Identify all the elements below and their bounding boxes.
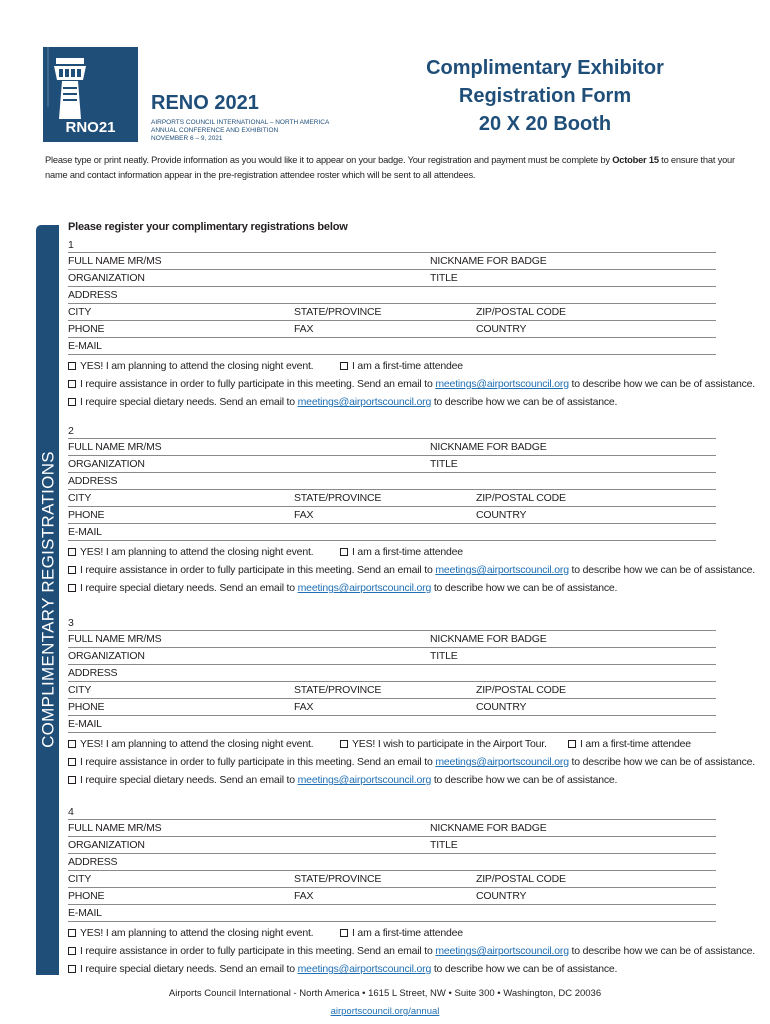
field-zip[interactable]: ZIP/POSTAL CODE	[476, 873, 566, 885]
checkbox[interactable]	[68, 740, 76, 748]
email-link[interactable]: meetings@airportscouncil.org	[297, 774, 432, 786]
checkbox[interactable]	[568, 740, 576, 748]
first-time-label: I am a first-time attendee	[352, 927, 463, 939]
field-title[interactable]: TITLE	[430, 650, 458, 662]
checkbox[interactable]	[340, 740, 348, 748]
field-line	[68, 681, 716, 682]
assistance-suffix: to describe how we can be of assistance.	[568, 378, 756, 390]
field-email[interactable]: E-MAIL	[68, 340, 102, 352]
assistance-label: I require assistance in order to fully participate in this meeting. Send an email to	[80, 564, 436, 576]
dietary-suffix: to describe how we can be of assistance.	[431, 582, 618, 594]
intro-part-2: to ensure that your name and contact information appear in the pre-registration attendee roster which will be sent to all attendees.	[45, 155, 735, 180]
title-line-1: Complimentary Exhibitor	[426, 57, 664, 79]
field-line	[68, 664, 716, 665]
email-link[interactable]: meetings@airportscouncil.org	[297, 396, 432, 408]
closing-event-option[interactable]	[68, 927, 313, 939]
field-zip[interactable]: ZIP/POSTAL CODE	[476, 492, 566, 504]
assistance-option[interactable]	[68, 378, 755, 390]
field-line	[68, 523, 716, 524]
field-fax[interactable]: FAX	[294, 509, 314, 521]
intro-deadline: October 15	[612, 155, 659, 165]
registration-number: 4	[68, 806, 74, 818]
field-title[interactable]: TITLE	[430, 458, 458, 470]
closing-event-option[interactable]	[68, 738, 313, 750]
field-line	[68, 455, 716, 456]
field-line	[68, 489, 716, 490]
first-time-option[interactable]	[340, 927, 463, 939]
email-link[interactable]: meetings@airportscouncil.org	[297, 963, 432, 975]
logo-code: RNO21	[65, 119, 116, 136]
field-line	[68, 320, 716, 321]
assistance-option[interactable]	[68, 945, 755, 957]
closing-event-option[interactable]	[68, 546, 313, 558]
dietary-option[interactable]	[68, 396, 617, 408]
footer-link[interactable]: airportscouncil.org/annual	[330, 1006, 440, 1017]
field-state[interactable]: STATE/PROVINCE	[294, 873, 382, 885]
dietary-suffix: to describe how we can be of assistance.	[431, 774, 618, 786]
field-line	[68, 438, 716, 439]
field-full-name[interactable]: FULL NAME MR/MS	[68, 633, 162, 645]
field-line	[68, 540, 716, 541]
field-line	[68, 472, 716, 473]
field-zip[interactable]: ZIP/POSTAL CODE	[476, 306, 566, 318]
email-link[interactable]: meetings@airportscouncil.org	[435, 564, 569, 576]
dietary-label: I require special dietary needs. Send an email to	[80, 774, 298, 786]
field-phone[interactable]: PHONE	[68, 890, 105, 902]
title-line-3: 20 X 20 Booth	[478, 113, 612, 135]
checkbox[interactable]	[68, 947, 76, 955]
email-link[interactable]: meetings@airportscouncil.org	[297, 582, 432, 594]
field-state[interactable]: STATE/PROVINCE	[294, 684, 382, 696]
field-address[interactable]: ADDRESS	[68, 856, 118, 868]
field-address[interactable]: ADDRESS	[68, 289, 118, 301]
field-fax[interactable]: FAX	[294, 323, 314, 335]
side-banner-text: COMPLIMENTARY REGISTRATIONS	[38, 451, 58, 748]
dietary-option[interactable]	[68, 774, 617, 786]
checkbox[interactable]	[68, 965, 76, 973]
dietary-option[interactable]	[68, 963, 617, 975]
checkbox[interactable]	[68, 929, 76, 937]
field-city[interactable]: CITY	[68, 306, 92, 318]
field-title[interactable]: TITLE	[430, 272, 458, 284]
airport-tour-label: YES! I wish to participate in the Airport Tour.	[352, 738, 547, 750]
assistance-label: I require assistance in order to fully participate in this meeting. Send an email to	[80, 756, 436, 768]
dietary-suffix: to describe how we can be of assistance.	[431, 963, 618, 975]
checkbox[interactable]	[68, 548, 76, 556]
first-time-option[interactable]	[340, 546, 463, 558]
org-line-2: ANNUAL CONFERENCE AND EXHIBITION	[151, 127, 279, 134]
dietary-label: I require special dietary needs. Send an email to	[80, 582, 298, 594]
section-heading: Please register your complimentary registrations below	[68, 221, 348, 233]
field-line	[68, 337, 716, 338]
first-time-option[interactable]	[568, 738, 691, 750]
closing-event-label: YES! I am planning to attend the closing night event.	[80, 927, 314, 939]
closing-event-label: YES! I am planning to attend the closing night event.	[80, 738, 314, 750]
field-city[interactable]: CITY	[68, 492, 92, 504]
field-line	[68, 303, 716, 304]
checkbox[interactable]	[68, 584, 76, 592]
registration-number: 1	[68, 239, 74, 251]
field-line	[68, 269, 716, 270]
assistance-option[interactable]	[68, 756, 755, 768]
checkbox[interactable]	[68, 566, 76, 574]
field-line	[68, 819, 716, 820]
dietary-option[interactable]	[68, 582, 617, 594]
checkbox[interactable]	[340, 548, 348, 556]
assistance-label: I require assistance in order to fully participate in this meeting. Send an email to	[80, 945, 436, 957]
field-line	[68, 836, 716, 837]
field-email[interactable]: E-MAIL	[68, 718, 102, 730]
field-line	[68, 354, 716, 355]
field-email[interactable]: E-MAIL	[68, 526, 102, 538]
field-address[interactable]: ADDRESS	[68, 475, 118, 487]
org-line-1: AIRPORTS COUNCIL INTERNATIONAL – NORTH AMERICA	[151, 119, 330, 126]
field-organization[interactable]: ORGANIZATION	[68, 650, 145, 662]
first-time-label: I am a first-time attendee	[580, 738, 691, 750]
field-nickname[interactable]: NICKNAME FOR BADGE	[430, 822, 547, 834]
first-time-option[interactable]	[340, 360, 463, 372]
checkbox[interactable]	[68, 776, 76, 784]
event-name: RENO 2021	[151, 92, 259, 114]
assistance-label: I require assistance in order to fully participate in this meeting. Send an email to	[80, 378, 436, 390]
intro-text	[45, 153, 735, 183]
field-line	[68, 870, 716, 871]
email-link[interactable]: meetings@airportscouncil.org	[435, 756, 569, 768]
field-nickname[interactable]: NICKNAME FOR BADGE	[430, 255, 547, 267]
checkbox[interactable]	[340, 362, 348, 370]
email-link[interactable]: meetings@airportscouncil.org	[435, 945, 569, 957]
first-time-label: I am a first-time attendee	[352, 360, 463, 372]
field-country[interactable]: COUNTRY	[476, 323, 527, 335]
registration-number: 2	[68, 425, 74, 437]
logo	[43, 47, 138, 142]
field-line	[68, 698, 716, 699]
field-line	[68, 715, 716, 716]
email-link[interactable]: meetings@airportscouncil.org	[435, 378, 569, 390]
field-full-name[interactable]: FULL NAME MR/MS	[68, 822, 162, 834]
field-nickname[interactable]: NICKNAME FOR BADGE	[430, 441, 547, 453]
field-country[interactable]: COUNTRY	[476, 509, 527, 521]
field-full-name[interactable]: FULL NAME MR/MS	[68, 441, 162, 453]
airport-tour-option[interactable]	[340, 738, 547, 750]
field-full-name[interactable]: FULL NAME MR/MS	[68, 255, 162, 267]
field-address[interactable]: ADDRESS	[68, 667, 118, 679]
assistance-option[interactable]	[68, 564, 755, 576]
field-email[interactable]: E-MAIL	[68, 907, 102, 919]
field-state[interactable]: STATE/PROVINCE	[294, 306, 382, 318]
field-line	[68, 921, 716, 922]
closing-event-option[interactable]	[68, 360, 313, 372]
field-city[interactable]: CITY	[68, 684, 92, 696]
org-line-3: NOVEMBER 6 – 9, 2021	[151, 135, 223, 142]
dietary-label: I require special dietary needs. Send an email to	[80, 963, 298, 975]
field-phone[interactable]: PHONE	[68, 323, 105, 335]
field-phone[interactable]: PHONE	[68, 509, 105, 521]
field-state[interactable]: STATE/PROVINCE	[294, 492, 382, 504]
field-line	[68, 506, 716, 507]
footer-address: Airports Council International - North America • 1615 L Street, NW • Suite 300 • Washington, DC 20036	[168, 988, 602, 999]
closing-event-label: YES! I am planning to attend the closing night event.	[80, 360, 314, 372]
field-organization[interactable]: ORGANIZATION	[68, 839, 145, 851]
field-line	[68, 853, 716, 854]
field-line	[68, 286, 716, 287]
form-title	[400, 54, 690, 138]
checkbox[interactable]	[68, 758, 76, 766]
field-country[interactable]: COUNTRY	[476, 890, 527, 902]
closing-event-label: YES! I am planning to attend the closing night event.	[80, 546, 314, 558]
event-details	[151, 119, 351, 143]
dietary-label: I require special dietary needs. Send an email to	[80, 396, 298, 408]
assistance-suffix: to describe how we can be of assistance.	[568, 756, 756, 768]
field-line	[68, 630, 716, 631]
field-phone[interactable]: PHONE	[68, 701, 105, 713]
registration-number: 3	[68, 617, 74, 629]
field-organization[interactable]: ORGANIZATION	[68, 458, 145, 470]
field-organization[interactable]: ORGANIZATION	[68, 272, 145, 284]
field-line	[68, 887, 716, 888]
assistance-suffix: to describe how we can be of assistance.	[568, 564, 756, 576]
checkbox[interactable]	[68, 380, 76, 388]
first-time-label: I am a first-time attendee	[352, 546, 463, 558]
intro-part-1: Please type or print neatly. Provide information as you would like it to appear on your badge. Your registration and payment must be complete by	[45, 155, 613, 165]
field-city[interactable]: CITY	[68, 873, 92, 885]
field-line	[68, 732, 716, 733]
field-fax[interactable]: FAX	[294, 701, 314, 713]
field-title[interactable]: TITLE	[430, 839, 458, 851]
field-fax[interactable]: FAX	[294, 890, 314, 902]
checkbox[interactable]	[68, 398, 76, 406]
checkbox[interactable]	[340, 929, 348, 937]
field-country[interactable]: COUNTRY	[476, 701, 527, 713]
field-line	[68, 647, 716, 648]
field-line	[68, 252, 716, 253]
title-line-2: Registration Form	[458, 85, 632, 107]
field-line	[68, 904, 716, 905]
assistance-suffix: to describe how we can be of assistance.	[568, 945, 756, 957]
dietary-suffix: to describe how we can be of assistance.	[431, 396, 618, 408]
field-nickname[interactable]: NICKNAME FOR BADGE	[430, 633, 547, 645]
checkbox[interactable]	[68, 362, 76, 370]
field-zip[interactable]: ZIP/POSTAL CODE	[476, 684, 566, 696]
